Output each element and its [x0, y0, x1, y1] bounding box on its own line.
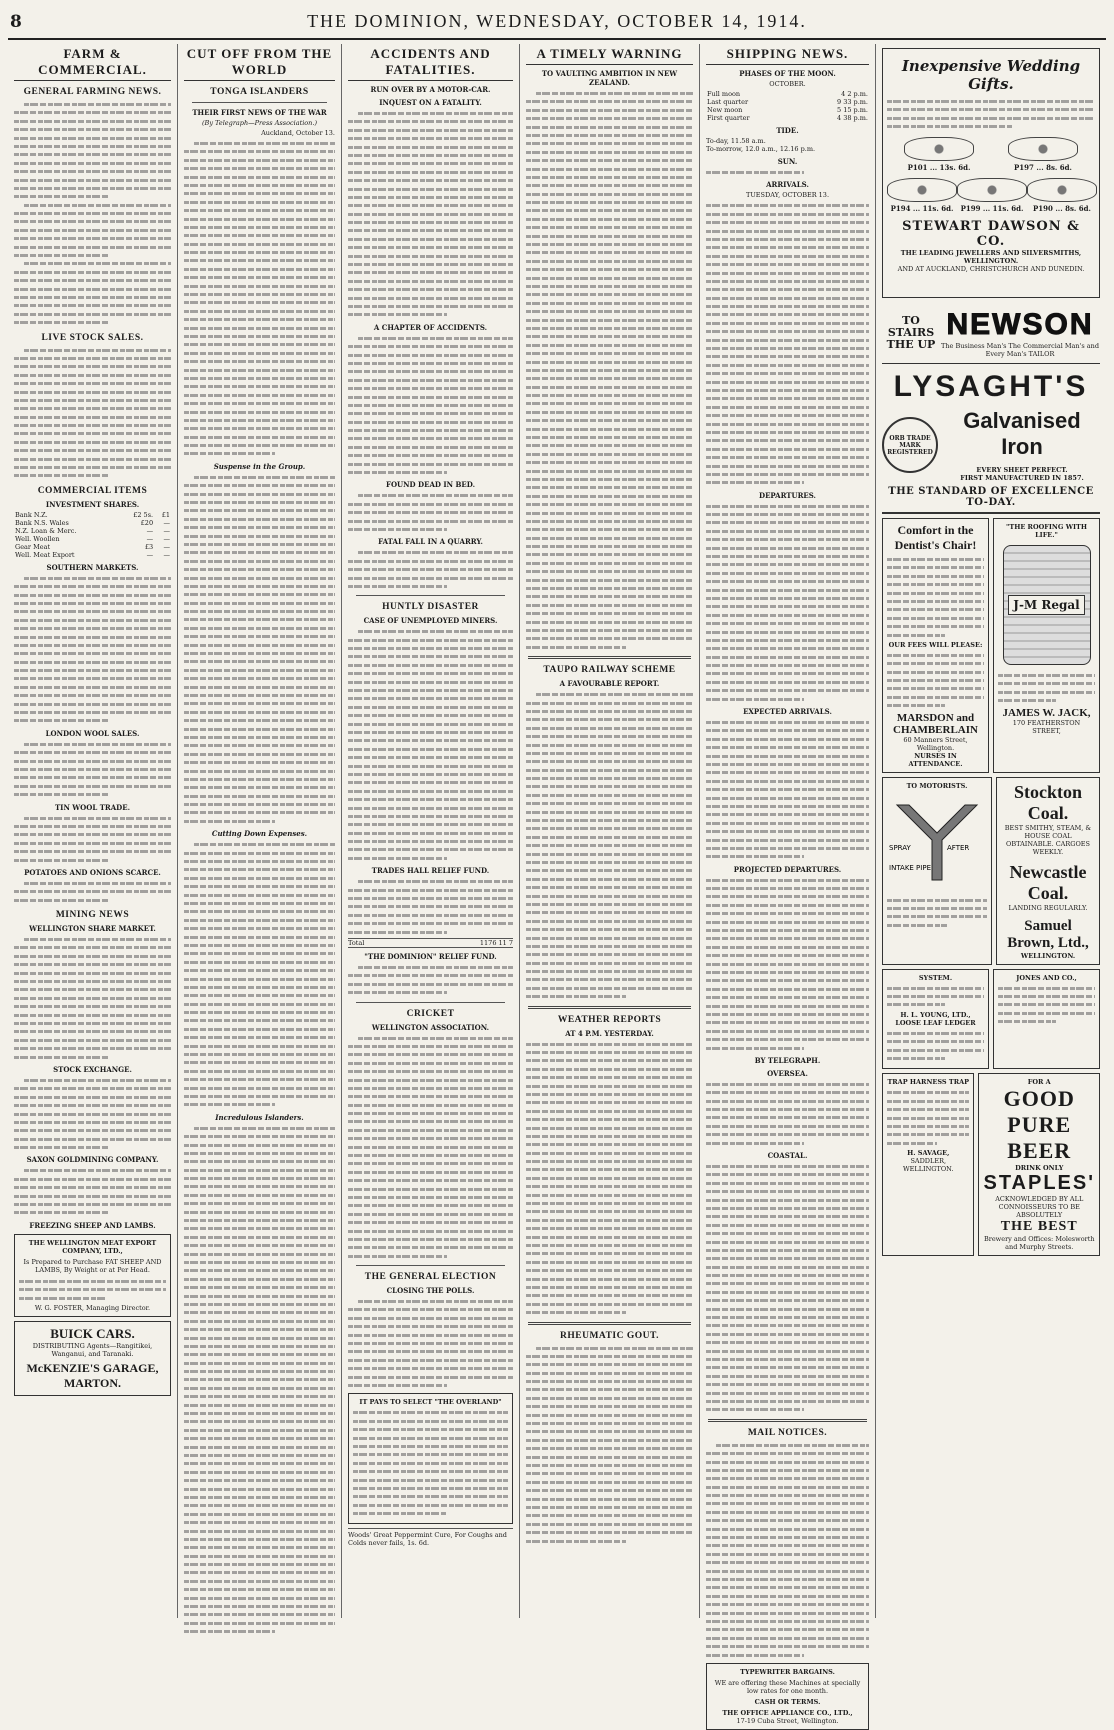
- subheadline: EXPECTED ARRIVALS.: [743, 707, 832, 717]
- article-body: [184, 1124, 335, 1636]
- subheadline: Suspense in the Group.: [213, 461, 306, 471]
- subheadline: PROJECTED DEPARTURES.: [733, 864, 842, 874]
- article-body: [14, 879, 171, 904]
- subheadline: RUN OVER BY A MOTOR-CAR.: [370, 85, 491, 94]
- subheadline: Incredulous Islanders.: [215, 1112, 304, 1122]
- article-body: [14, 574, 171, 725]
- table-cell: —: [163, 534, 170, 543]
- overland-ad: IT PAYS TO SELECT "THE OVERLAND": [348, 1393, 513, 1524]
- column-advertisements: [876, 44, 1106, 1618]
- article-body: [14, 935, 171, 1061]
- staples-beer-ad: FOR A GOOD PURE BEER DRINK ONLY STAPLES' ACKNOWLEDGED BY ALL CONNOISSEURS TO BE ABSOLUTELY THE BEST Brewery and Offices: Molesworth and Murphy Streets.: [978, 1073, 1100, 1256]
- table-row: [706, 98, 869, 106]
- coal-ad: Stockton Coal. BEST SMITHY, STEAM, & HOUSE COAL OBTAINABLE. CARGOES WEEKLY. Newcastle Coal. LANDING REGULARLY. Samuel Brown, Ltd., WELLINGTON.: [996, 777, 1100, 965]
- table-cell: —: [146, 534, 154, 543]
- brooch-item: [957, 178, 1027, 213]
- table-cell: Well. Meat Export: [15, 550, 75, 559]
- article-body: [348, 627, 513, 862]
- brooch-price: P190 ... 8s. 6d.: [1033, 203, 1091, 213]
- article-body: [184, 840, 335, 1109]
- article-body: [14, 346, 171, 480]
- projected-list: [706, 876, 869, 1052]
- mail-notices: [706, 1441, 869, 1659]
- subheadline: DEPARTURES.: [759, 490, 816, 500]
- masthead: [8, 6, 1106, 40]
- subheadline: SUN.: [777, 157, 798, 166]
- headline: COMMERCIAL ITEMS: [37, 485, 148, 496]
- subheadline: OVERSEA.: [767, 1068, 808, 1078]
- table-cell: —: [146, 550, 154, 559]
- headline: TAUPO RAILWAY SCHEME: [543, 665, 676, 676]
- article-body: [348, 109, 513, 319]
- subheadline: A FAVOURABLE REPORT.: [559, 679, 660, 689]
- roofing-roll-image: J-M Regal: [1003, 545, 1091, 665]
- table-row: [14, 535, 171, 543]
- section-heading: A TIMELY WARNING: [526, 46, 693, 65]
- table-row: [14, 527, 171, 535]
- motorists-ad: TO MOTORISTS. SPRAY AFTER INTAKE PIPE: [882, 777, 992, 965]
- subheadline: STOCK EXCHANGE.: [53, 1064, 132, 1074]
- subheadline: "THE DOMINION" RELIEF FUND.: [364, 951, 497, 961]
- subheadline: WELLINGTON SHARE MARKET.: [29, 924, 156, 934]
- oversea-list: [706, 1080, 869, 1147]
- brooch-price: P199 ... 11s. 6d.: [960, 203, 1024, 213]
- moon-table: [706, 90, 869, 122]
- article-body: [14, 100, 171, 327]
- table-cell: —: [163, 518, 170, 527]
- subheadline: POTATOES AND ONIONS SCARCE.: [24, 867, 161, 877]
- subheadline: TIDE.: [776, 126, 799, 135]
- headline: CRICKET: [406, 1008, 455, 1019]
- headline: TONGA ISLANDERS: [210, 87, 309, 97]
- table-cell: —: [146, 526, 154, 535]
- subheadline: SOUTHERN MARKETS.: [46, 562, 139, 572]
- brooch-image: [904, 137, 974, 161]
- column-shipping: SHIPPING NEWS. PHASES OF THE MOON. OCTOBER. Full moon 4 2 p.m. Last quarter 9 33 p.m. New moon 5 15 p.m. First quarter 4 38 p.m. TIDE. To-day, 11.58 a.m. To-morrow, 12.0 a.m., 12.16 p.m. SUN. ARRIVALS. TUESDAY, OCTOBER 13. DEPARTURES. EXPECTED ARRIVALS. PROJECTED DEPARTURES. BY TELEGRAPH. OVERSEA. COASTAL. MAIL NOTICES. TYPEWRITER BARGAINS. WE are offering these Machines at specially low rates for one month. CASH OR TERMS. THE OFFICE APPLIANCE CO., LTD., 17-19 Cuba Street, Wellington.: [700, 44, 876, 1618]
- brooch-price: P197 ... 8s. 6d.: [1014, 162, 1072, 172]
- subheadline: SAXON GOLDMINING COMPANY.: [26, 1155, 159, 1165]
- subheadline: A CHAPTER OF ACCIDENTS.: [373, 322, 488, 332]
- peppermint-ad: Woods' Great Peppermint Cure, For Coughs and Colds never fails, 1s. 6d.: [348, 1528, 513, 1547]
- subheadline: INVESTMENT SHARES.: [45, 499, 140, 509]
- table-cell: First quarter: [707, 114, 750, 122]
- table-row: [706, 114, 869, 122]
- brooch-image: [1008, 137, 1078, 161]
- subheadline: FREEZING SHEEP AND LAMBS.: [29, 1220, 156, 1230]
- table-cell: —: [163, 542, 170, 551]
- brooch-item: [887, 178, 957, 213]
- dateline: Auckland, October 13.: [261, 129, 335, 137]
- spray-label: SPRAY: [889, 843, 911, 852]
- brooch-price: P101 ... 13s. 6d.: [907, 162, 971, 172]
- table-cell: 9 33 p.m.: [837, 98, 868, 106]
- table-row: [14, 543, 171, 551]
- brooch-image: [887, 178, 957, 202]
- table-cell: Well. Woollen: [15, 534, 60, 543]
- subheadline: BY TELEGRAPH.: [754, 1055, 821, 1065]
- article-body: [14, 814, 171, 864]
- section-heading: FARM & COMMERCIAL.: [14, 46, 171, 81]
- article-body: [526, 1344, 693, 1545]
- table-cell: New moon: [707, 106, 743, 114]
- table-cell: Last quarter: [707, 98, 749, 106]
- table-cell: —: [163, 550, 170, 559]
- saddler-ad: TRAP HARNESS TRAP H. SAVAGE, SADDLER, WELLINGTON.: [882, 1073, 974, 1256]
- article-body: [348, 1297, 513, 1389]
- table-cell: —: [163, 526, 170, 535]
- column-warning: [520, 44, 700, 1618]
- coastal-list: [706, 1162, 869, 1414]
- investment-table: [14, 511, 171, 559]
- table-cell: Bank N.Z.: [15, 510, 48, 519]
- subheadline: TIN WOOL TRADE.: [54, 802, 131, 812]
- table-cell: Gear Meat: [15, 542, 51, 551]
- brooch-image: [1027, 178, 1097, 202]
- subheadline: CASE OF UNEMPLOYED MINERS.: [363, 616, 498, 626]
- article-body: [526, 1040, 693, 1317]
- headline: HUNTLY DISASTER: [382, 602, 479, 613]
- column-farm-commercial: [8, 44, 178, 1618]
- article-body: [184, 139, 335, 458]
- subheadline: Cutting Down Expenses.: [211, 829, 308, 839]
- intake-label: INTAKE PIPE: [889, 863, 931, 872]
- section-heading: CUT OFF FROM THE WORLD: [184, 46, 335, 81]
- newspaper-title: THE DOMINION, WEDNESDAY, OCTOBER 14, 1914.: [307, 11, 807, 31]
- table-row: [14, 551, 171, 559]
- article-body: [184, 473, 335, 825]
- article-body: [348, 963, 513, 997]
- headline: RHEUMATIC GOUT.: [560, 1330, 659, 1341]
- table-cell: £20: [140, 518, 154, 527]
- expected-list: [706, 718, 869, 861]
- article-body: [14, 1076, 171, 1152]
- headline: GENERAL FARMING NEWS.: [23, 87, 162, 97]
- brooch-item: [899, 137, 979, 172]
- article-body: [14, 740, 171, 799]
- table-cell: £1: [161, 510, 170, 519]
- article-body: [348, 1034, 513, 1261]
- table-row: [706, 90, 869, 98]
- column-tonga: [178, 44, 342, 1618]
- subheadline: LONDON WOOL SALES.: [45, 728, 140, 738]
- typewriter-ad: TYPEWRITER BARGAINS. WE are offering these Machines at specially low rates for one month. CASH OR TERMS. THE OFFICE APPLIANCE CO., LTD., 17-19 Cuba Street, Wellington.: [706, 1663, 869, 1730]
- stewart-dawson-ad: Inexpensive Wedding Gifts. P101 ... 13s. 6d. P197 ... 8s. 6d. P194 ... 11s. 6d. P199 ... 11s. 6d. P190 ... 8s. 6d. STEWART DAWSON & CO. THE LEADING JEWELLERS AND SILVERSMITHS, WELLINGTON. AND AT AUCKLAND, CHRISTCHURCH AND DUNEDIN.: [882, 48, 1100, 298]
- table-row: [14, 511, 171, 519]
- system-ad: SYSTEM. H. L. YOUNG, LTD., LOOSE LEAF LEDGER: [882, 969, 989, 1070]
- departures-list: [706, 502, 869, 703]
- brooch-image: [957, 178, 1027, 202]
- table-cell: Bank N.S. Wales: [15, 518, 69, 527]
- dentist-ad: Comfort in the Dentist's Chair! OUR FEES WILL PLEASE: MARSDON and CHAMBERLAIN 60 Manners Street, Wellington. NURSES IN ATTENDANCE.: [882, 518, 989, 773]
- section-heading: SHIPPING NEWS.: [706, 46, 869, 65]
- page-number: 8: [10, 12, 22, 32]
- lysaght-ad: LYSAGHT'S ORB TRADE MARK REGISTERED Galvanised Iron EVERY SHEET PERFECT. FIRST MANUFACTURED IN 1857. THE STANDARD OF EXCELLENCE TO-DAY.: [882, 370, 1100, 514]
- article-body: [526, 89, 693, 651]
- subheadline: PHASES OF THE MOON.: [739, 69, 836, 78]
- roofing-ad: "THE ROOFING WITH LIFE." J-M Regal JAMES W. JACK, 170 FEATHERSTON STREET,: [993, 518, 1100, 773]
- subheadline: THEIR FIRST NEWS OF THE WAR: [192, 108, 327, 117]
- jones-ad: JONES AND CO.,: [993, 969, 1100, 1070]
- fund-total-row: Total 1176 11 7: [348, 938, 513, 947]
- table-cell: Full moon: [707, 90, 741, 98]
- after-label: AFTER: [947, 843, 970, 852]
- table-row: [14, 519, 171, 527]
- article-body: [526, 690, 693, 1000]
- table-cell: N.Z. Loan & Merc.: [15, 526, 77, 535]
- brooch-item: [1003, 137, 1083, 172]
- article-body: [348, 877, 513, 936]
- subheadline: CLOSING THE POLLS.: [386, 1286, 475, 1296]
- table-cell: 5 15 p.m.: [837, 106, 868, 114]
- buick-cars-ad: BUICK CARS. DISTRIBUTING Agents—Rangitikei, Wanganui, and Taranaki. McKENZIE'S GARAGE, MARTON.: [14, 1321, 171, 1396]
- headline: MAIL NOTICES.: [747, 1427, 828, 1438]
- headline: THE GENERAL ELECTION: [364, 1272, 497, 1283]
- arrivals-list: [706, 201, 869, 486]
- headline: WEATHER REPORTS: [557, 1014, 662, 1025]
- subheadline: AT 4 P.M. YESTERDAY.: [565, 1028, 654, 1038]
- byline: (By Telegraph—Press Association.): [202, 119, 317, 127]
- section-heading: ACCIDENTS AND FATALITIES.: [348, 46, 513, 81]
- headline: LIVE STOCK SALES.: [41, 332, 144, 343]
- subheadline: TRADES HALL RELIEF FUND.: [371, 866, 490, 876]
- article-body: [348, 491, 513, 533]
- table-cell: £3: [144, 542, 154, 551]
- table-cell: 4 2 p.m.: [841, 90, 868, 98]
- carburettor-diagram: [887, 790, 987, 890]
- article-body: [348, 548, 513, 590]
- wellington-meat-export-ad: THE WELLINGTON MEAT EXPORT COMPANY, LTD., Is Prepared to Purchase FAT SHEEP AND LAMBS, By Weight or at Per Head. W. G. FOSTER, Managing Director.: [14, 1234, 171, 1317]
- trade-mark-seal: ORB TRADE MARK REGISTERED: [882, 417, 938, 473]
- subheadline: INQUEST ON A FATALITY.: [379, 98, 482, 107]
- table-row: [706, 106, 869, 114]
- subheadline: FATAL FALL IN A QUARRY.: [378, 537, 483, 547]
- subheadline: COASTAL.: [767, 1151, 808, 1161]
- article-body: [14, 1166, 171, 1216]
- subheadline: TO VAULTING AMBITION IN NEW ZEALAND.: [541, 69, 678, 87]
- column-accidents: [342, 44, 520, 1618]
- table-cell: 4 38 p.m.: [837, 114, 868, 122]
- subheadline: WELLINGTON ASSOCIATION.: [371, 1022, 490, 1032]
- table-cell: £2 5s.: [133, 510, 154, 519]
- subheadline: FOUND DEAD IN BED.: [385, 480, 476, 490]
- brooch-item: [1027, 178, 1097, 213]
- headline: MINING NEWS: [55, 910, 130, 921]
- newspaper-page: [8, 6, 1106, 1725]
- article-body: [348, 334, 513, 477]
- subheadline: ARRIVALS.: [766, 180, 809, 190]
- brooch-price: P194 ... 11s. 6d.: [890, 203, 954, 213]
- newson-tailor-ad: TO STAIRS THE UP NEWSON The Business Man's The Commercial Man's and Every Man's TAILOR: [882, 302, 1100, 364]
